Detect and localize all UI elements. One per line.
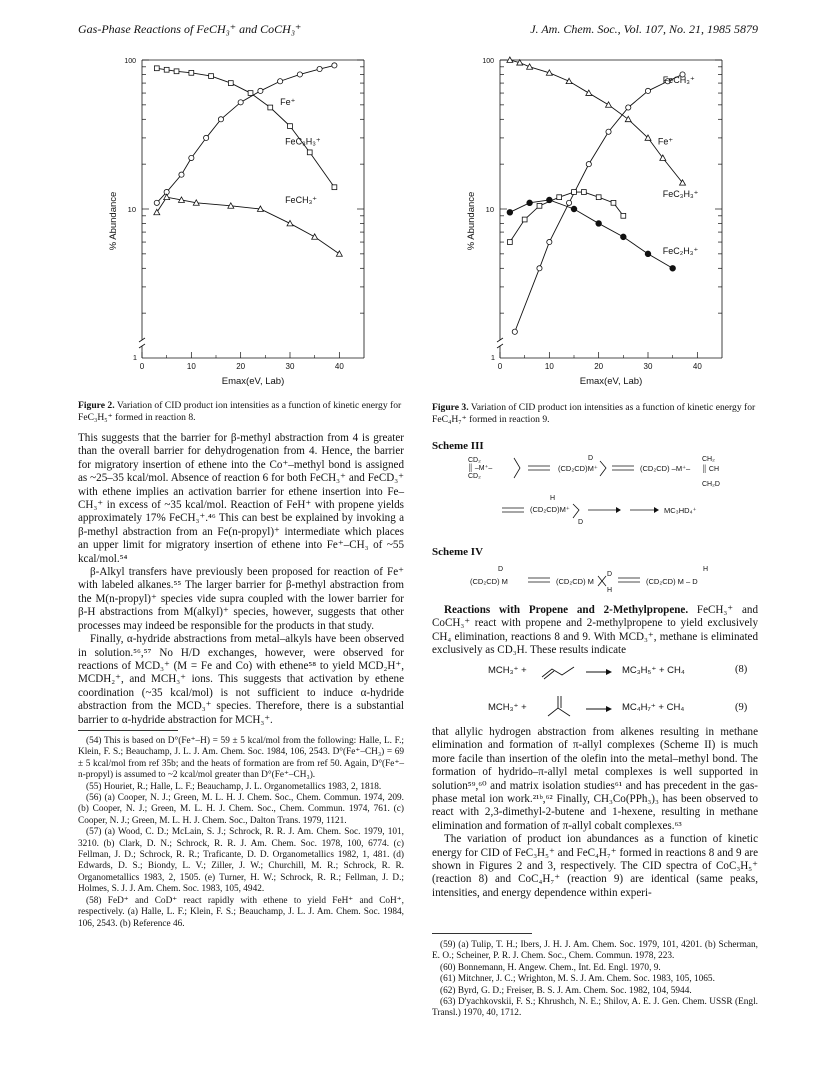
fig2-point-circle xyxy=(297,72,302,77)
fig3-y-label-100: 100 xyxy=(482,58,494,65)
figure-2-caption-text: Variation of CID product ion intensities as a function of kinetic energy for FeC₃H₅⁺ formed in reaction 8. xyxy=(78,400,402,423)
right-paragraph-2: The variation of product ion abundances as a function of kinetic energy for CID of FeC₃H₅⁺ and FeC₄H₇⁺ formed in reactions 8 and 9 are shown in Figures 2 and 3, respectively. The CID spectra of CoC₃H₅⁺ (reaction 8) and CoC₄H₇⁺ (reaction 9) are identical (same peaks, intensities, and energy dependence within experi- xyxy=(432,833,758,899)
fig2-point-circle xyxy=(179,172,184,177)
fig2-point-square xyxy=(228,81,233,86)
fig3-point-filled-circle xyxy=(527,200,533,206)
scheme-3-species-2-bracket xyxy=(600,461,606,476)
reaction-9-arrow xyxy=(586,704,616,714)
fig3-point-filled-circle xyxy=(507,210,513,216)
scheme-3-arrow-5-head xyxy=(654,507,659,513)
scheme-4-species-2-d: D xyxy=(607,571,613,578)
fig2-point-square xyxy=(288,124,293,129)
running-header-right: J. Am. Chem. Soc., Vol. 107, No. 21, 1985 5879 xyxy=(530,22,758,36)
left-paragraph-3: Finally, α-hydride abstractions from metal–alkyls have been observed in solution.⁵⁶,⁵⁷ No H/D exchanges, however, were observed for reactions of MCD₃⁺ (M = Fe and Co) with ethene⁵⁸ to yield MCD₂H⁺, MCDH₂⁺, and MCH₃⁺ ions. This suggests that activation by ethene coordination (~35 kcal/mol) is not sufficient to induce α-hydride abstraction from the MCD₃⁺ species. Therefore, there is a substantial barrier to α-hydride abstraction for MCH₃⁺. xyxy=(78,633,404,726)
reaction-8-right: MC₃H₅⁺ + CH₄ xyxy=(622,665,685,676)
reference-60: (60) Bonnemann, H. Angew. Chem., Int. Ed. Engl. 1970, 9. xyxy=(440,962,661,973)
fig3-point-square xyxy=(581,190,586,195)
scheme-3-label: Scheme III xyxy=(432,440,484,452)
fig3-curve-label-fech3: FeCH₃⁺ xyxy=(662,75,695,86)
fig3-x-tick-label: 10 xyxy=(544,362,554,371)
scheme-3-species-2-d: D xyxy=(588,455,594,462)
reference-59: (59) (a) Tulip, T. H.; Ibers, J. H. J. Am. Chem. Soc. 1979, 101, 4201. (b) Scherman, E. O.; Scheiner, P. R. J. Chem. Soc., Chem. Commun. 1978, 223. xyxy=(432,940,758,962)
scheme-4-species-3: (CD₂CD) M – D xyxy=(646,577,698,586)
left-body-text xyxy=(78,432,404,727)
scheme-3-species-1-cd2-top: CD₂ xyxy=(468,457,481,464)
scheme-4-svg xyxy=(440,562,760,600)
reaction-8-arrow xyxy=(586,667,616,677)
scheme-3-species-4-h: H xyxy=(550,495,556,502)
fig2-point-circle xyxy=(332,63,337,68)
fig3-point-square xyxy=(621,213,626,218)
scheme-3-ethyl-bracket xyxy=(514,458,520,478)
figure-3-caption-text: Variation of CID product ion intensities as a function of kinetic energy for FeC₄H₇⁺ formed in reaction 9. xyxy=(432,402,756,425)
reaction-9-left: MCH₃⁺ + xyxy=(488,702,527,713)
reference-62: (62) Byrd, G. D.; Freiser, B. S. J. Am. Chem. Soc. 1982, 104, 5944. xyxy=(440,985,692,996)
figure-3-svg xyxy=(458,52,748,397)
reaction-9 xyxy=(488,694,758,720)
figure-2-svg xyxy=(100,52,390,397)
right-section-text xyxy=(432,604,758,658)
fig2-point-circle xyxy=(189,155,194,160)
right-paragraph-1: that allylic hydrogen abstraction from alkenes resulting in methane elimination and formation of π-allyl complexes (Scheme II) is much more facile than insertion of the olefin into the metal–methyl bond. The formation of hydrido–π-allyl metal complexes is well supported in solution⁵⁹,⁶⁰ and matrix isolation studies⁶¹ and has precedent in the gas-phase metal ion work.²¹ᵇ,⁶² Finally, CH₃Co(PPh₃)₃ has been observed to react with 2,3-dimethyl-2-butene and 1-hexene, resulting in methane elimination and formation of π-allyl cobalt complexes.⁶³ xyxy=(432,726,758,832)
fig2-point-triangle xyxy=(154,209,160,214)
fig3-point-triangle xyxy=(606,102,612,107)
fig2-curve-label-fech3: FeCH₃⁺ xyxy=(285,194,317,205)
fig3-point-circle xyxy=(586,162,591,167)
section-heading: Reactions with Propene and 2-Methylpropene. xyxy=(444,604,689,616)
figure-3-chart xyxy=(458,52,748,397)
reaction-9-number: (9) xyxy=(735,702,748,713)
fig3-point-square xyxy=(537,203,542,208)
fig3-point-square xyxy=(596,195,601,200)
left-references xyxy=(78,736,404,930)
fig3-x-axis-label: Emax(eV, Lab) xyxy=(579,376,643,387)
fig2-point-circle xyxy=(218,117,223,122)
scheme-3-species-3-ch: ║ CH xyxy=(702,466,720,473)
fig3-point-circle xyxy=(512,329,517,334)
fig2-point-circle xyxy=(238,100,243,105)
fig2-point-triangle xyxy=(336,251,342,256)
fig2-point-square xyxy=(164,67,169,72)
right-references xyxy=(432,940,758,1020)
fig3-point-square xyxy=(611,200,616,205)
fig3-point-filled-circle xyxy=(547,197,553,203)
left-paragraph-2: β-Alkyl transfers have previously been proposed for reaction of Fe⁺ with labeled alkanes.⁵⁵ The larger barrier for β-methyl abstraction from the M(n-propyl)⁺ species vide supra coupled with the lower barrier for β-H abstractions from M(alkyl)⁺ species, however, suggests that other processes may indeed be responsible for the products in that study. xyxy=(78,566,404,632)
fig3-point-triangle xyxy=(527,64,533,69)
fig2-y-axis-label: % Abundance xyxy=(108,191,119,251)
scheme-4-species-2-h: H xyxy=(607,587,613,594)
fig3-point-square xyxy=(507,240,512,245)
fig2-series-line-2 xyxy=(157,194,340,254)
reference-58: (58) FeD⁺ and CoD⁺ react rapidly with ethene to yield FeH⁺ and CoH⁺, respectively. (a) Halle, L. F.; Klein, F. S.; Beauchamp, J. L. J. Am. Chem. Soc. 1984, 106, 2543. (b) Reference 46. xyxy=(78,895,404,929)
fig2-y-label-1: 1 xyxy=(132,353,137,362)
fig3-point-filled-circle xyxy=(645,251,651,257)
fig3-point-square xyxy=(572,190,577,195)
fig2-point-square xyxy=(248,91,253,96)
fig3-point-circle xyxy=(537,266,542,271)
fig3-point-triangle xyxy=(566,78,572,83)
reaction-9-right: MC₄H₇⁺ + CH₄ xyxy=(622,702,685,713)
fig2-y-label-10: 10 xyxy=(127,205,136,214)
scheme-3-species-1-bond: ║ –M⁺– xyxy=(468,465,493,472)
fig2-x-tick-label: 10 xyxy=(186,362,196,371)
left-paragraph-1: This suggests that the barrier for β-methyl abstraction from 4 is greater than the overall barrier for dehydrogenation from 4. Hence, the barrier for migratory insertion of ethene into the Co⁺–methyl bond is assigned as ~25–35 kcal/mol. Absence of reaction 6 for both FeCH₃⁺ and FeCD₃⁺ with ethene implies an activation barrier for ethene insertion into Fe–CH₃⁺ in excess of ~35 kcal/mol. Reaction of FeH⁺ with propene yields approximately 17% FeCH₃⁺.⁴⁶ This can best be explained by invoking a β-methyl abstraction from an Fe(n-propyl)⁺ intermediate which places an upper limit for migratory insertion of ethene into Fe⁺–CH₃ of ~55 kcal/mol.⁵⁴ xyxy=(78,432,404,565)
running-header-left: Gas-Phase Reactions of FeCH₃⁺ and CoCH₃⁺ xyxy=(78,22,302,36)
fig2-y-label-100: 100 xyxy=(124,58,136,65)
fig2-curve-label-fec3h3: FeC₃H₃⁺ xyxy=(285,136,321,147)
reference-55: (55) Houriet, R.; Halle, L. F.; Beauchamp, J. L. Organometallics 1983, 2, 1818. xyxy=(86,781,382,792)
reaction-8-number: (8) xyxy=(735,664,748,675)
fig3-point-circle xyxy=(645,88,650,93)
fig2-point-circle xyxy=(258,88,263,93)
scheme-4-species-2: (CD₂CD) M xyxy=(556,577,594,586)
scheme-4-species-3-h: H xyxy=(703,566,709,573)
fig3-point-filled-circle xyxy=(670,265,676,271)
figure-3-caption xyxy=(432,402,757,425)
reference-57: (57) (a) Wood, C. D.; McLain, S. J.; Schrock, R. R. J. Am. Chem. Soc. 1979, 101, 3210. (b) Clark, D. N.; Schrock, R. R. J. Am. Chem. Soc. 1978, 100, 6774. (c) Fellman, J. D.; Schrock, R. R.; Traficante, D. D. Organometallics 1982, 1, 481. (d) Edwards, D. S.; Biondy, L. V.; Ziller, J. W.; Churchill, M. R.; Schrock, R. R. Organometallics 1983, 2, 1505. (e) Turner, H. W.; Schrock, R. R.; Fellman, J. D.; Holmes, S. J. J. Am. Chem. Soc. 1983, 105, 4942. xyxy=(78,827,404,895)
scheme-3-species-3-ch2: CH₂ xyxy=(702,456,715,463)
fig3-y-axis-label: % Abundance xyxy=(466,191,477,251)
methylpropene-structure xyxy=(540,694,580,720)
fig2-point-square xyxy=(189,70,194,75)
scheme-3-svg xyxy=(440,452,760,532)
fig3-curve-label-fec3h3: FeC₃H₃⁺ xyxy=(662,189,699,200)
scheme-3-species-3-ch2d: CH₂D xyxy=(702,481,720,488)
fig3-y-label-10: 10 xyxy=(485,205,494,214)
scheme-3-arrow-4-head xyxy=(616,507,621,513)
fig3-x-tick-label: 30 xyxy=(643,362,653,371)
fig3-series-line-0 xyxy=(510,60,683,183)
propene-structure xyxy=(540,663,580,681)
right-footnote-rule xyxy=(432,933,532,934)
fig3-point-filled-circle xyxy=(621,234,627,240)
section-paragraph xyxy=(432,604,758,658)
fig3-point-triangle xyxy=(625,116,631,121)
scheme-4-diagram xyxy=(440,562,760,600)
reference-61: (61) Mitchner, J. C.; Wrighton, M. S. J. Am. Chem. Soc. 1983, 105, 1065. xyxy=(440,974,715,985)
scheme-3-species-4-bracket xyxy=(573,504,579,518)
scheme-3-species-4-d: D xyxy=(578,519,584,526)
scheme-3-species-2: (CD₂CD)M⁺ xyxy=(558,464,598,473)
fig2-point-triangle xyxy=(287,220,293,225)
fig2-series-line-0 xyxy=(157,65,335,202)
reference-54: (54) This is based on D°(Fe⁺–H) = 59 ± 5 kcal/mol from the following: Halle, L. F.; Klein, F. S.; Beauchamp, J. L. J. Am. Chem. Soc. 1984, 106, 2543. D°(Fe⁺–CH₃) = 69 ± 5 kcal/mol from ref 35b; and the heats of formation are from ref 50. Again, D°(Fe⁺–n-propyl) is assumed to ~2 kcal/mol greater than D°(Fe⁺–CH₃). xyxy=(78,736,404,781)
scheme-3-product: MC₃HD₄⁺ xyxy=(664,506,697,515)
fig3-point-circle xyxy=(566,200,571,205)
reaction-8-left: MCH₃⁺ + xyxy=(488,665,527,676)
scheme-3-species-3: (CD₂CD) –M⁺– xyxy=(640,464,691,473)
scheme-4-species-2-ring xyxy=(598,576,606,586)
fig2-x-tick-label: 0 xyxy=(139,362,145,371)
fig2-x-tick-label: 30 xyxy=(285,362,295,371)
reference-56: (56) (a) Cooper, N. J.; Green, M. L. H. J. Chem. Soc., Chem. Commun. 1974, 209. (b) Cooper, N. J.; Green, M. L. H. J. Chem. Soc., Chem. Commun. 1974, 761. (c) Cooper, N. J.; Green, M. L. H. J. Chem. Soc., Dalton Trans. 1979, 1121. xyxy=(78,793,404,826)
fig2-point-circle xyxy=(317,66,322,71)
fig3-x-tick-label: 20 xyxy=(594,362,604,371)
figure-2-caption xyxy=(78,400,403,423)
fig3-point-triangle xyxy=(586,90,592,95)
fig2-point-square xyxy=(174,69,179,74)
fig2-point-square xyxy=(332,185,337,190)
figure-2-caption-label: Figure 2. xyxy=(78,400,115,411)
scheme-4-label: Scheme IV xyxy=(432,546,484,558)
left-footnote-rule xyxy=(78,730,178,731)
fig2-x-axis-label: Emax(eV, Lab) xyxy=(221,376,285,387)
fig3-point-filled-circle xyxy=(571,206,577,212)
scheme-4-species-1: (CD₂CD) M xyxy=(470,577,508,586)
scheme-4-species-1-d: D xyxy=(498,566,504,573)
reaction-8 xyxy=(488,663,758,683)
fig2-point-circle xyxy=(278,79,283,84)
scheme-3-species-4: (CD₂CD)M⁺ xyxy=(530,505,570,514)
fig2-x-tick-label: 20 xyxy=(236,362,246,371)
fig3-point-circle xyxy=(606,129,611,134)
fig3-point-filled-circle xyxy=(596,221,602,227)
reference-63: (63) D'yachkovskii, F. S.; Khrushch, N. E.; Shilov, A. E. J. Gen. Chem. USSR (Engl. Transl.) 1970, 40, 1712. xyxy=(432,997,758,1019)
fig2-point-square xyxy=(307,150,312,155)
fig3-point-square xyxy=(557,195,562,200)
fig3-point-circle xyxy=(626,105,631,110)
figure-3-caption-label: Figure 3. xyxy=(432,402,469,413)
section-text-1: FeCH₃⁺ and CoCH₃⁺ react with propene and 2-methylpropene to yield exclusively CH₄ elimination, reactions 8 and 9. With MCD₃⁺, methane is eliminated exclusively as CD₃H. These results indicate xyxy=(432,604,758,657)
fig3-curve-label-fe: Fe⁺ xyxy=(657,136,674,147)
scheme-3-diagram xyxy=(440,452,760,532)
fig3-point-square xyxy=(522,217,527,222)
fig3-y-label-1: 1 xyxy=(490,353,495,362)
right-body-text xyxy=(432,726,758,900)
fig2-point-square xyxy=(268,105,273,110)
fig2-series-line-1 xyxy=(157,68,335,187)
fig2-point-circle xyxy=(154,200,159,205)
fig3-point-circle xyxy=(547,239,552,244)
fig2-point-circle xyxy=(204,135,209,140)
fig3-x-tick-label: 40 xyxy=(692,362,702,371)
fig3-curve-label-fec2h3: FeC₂H₃⁺ xyxy=(662,245,699,256)
fig2-curve-label-fe: Fe⁺ xyxy=(280,96,296,107)
figure-2-chart xyxy=(100,52,390,397)
scheme-3-species-1-cd2-bottom: CD₂ xyxy=(468,473,481,480)
fig2-point-square xyxy=(154,66,159,71)
fig2-point-square xyxy=(209,74,214,79)
fig2-point-triangle xyxy=(312,234,318,239)
fig2-point-triangle xyxy=(164,194,170,199)
fig3-x-tick-label: 0 xyxy=(497,362,503,371)
fig2-x-tick-label: 40 xyxy=(334,362,344,371)
